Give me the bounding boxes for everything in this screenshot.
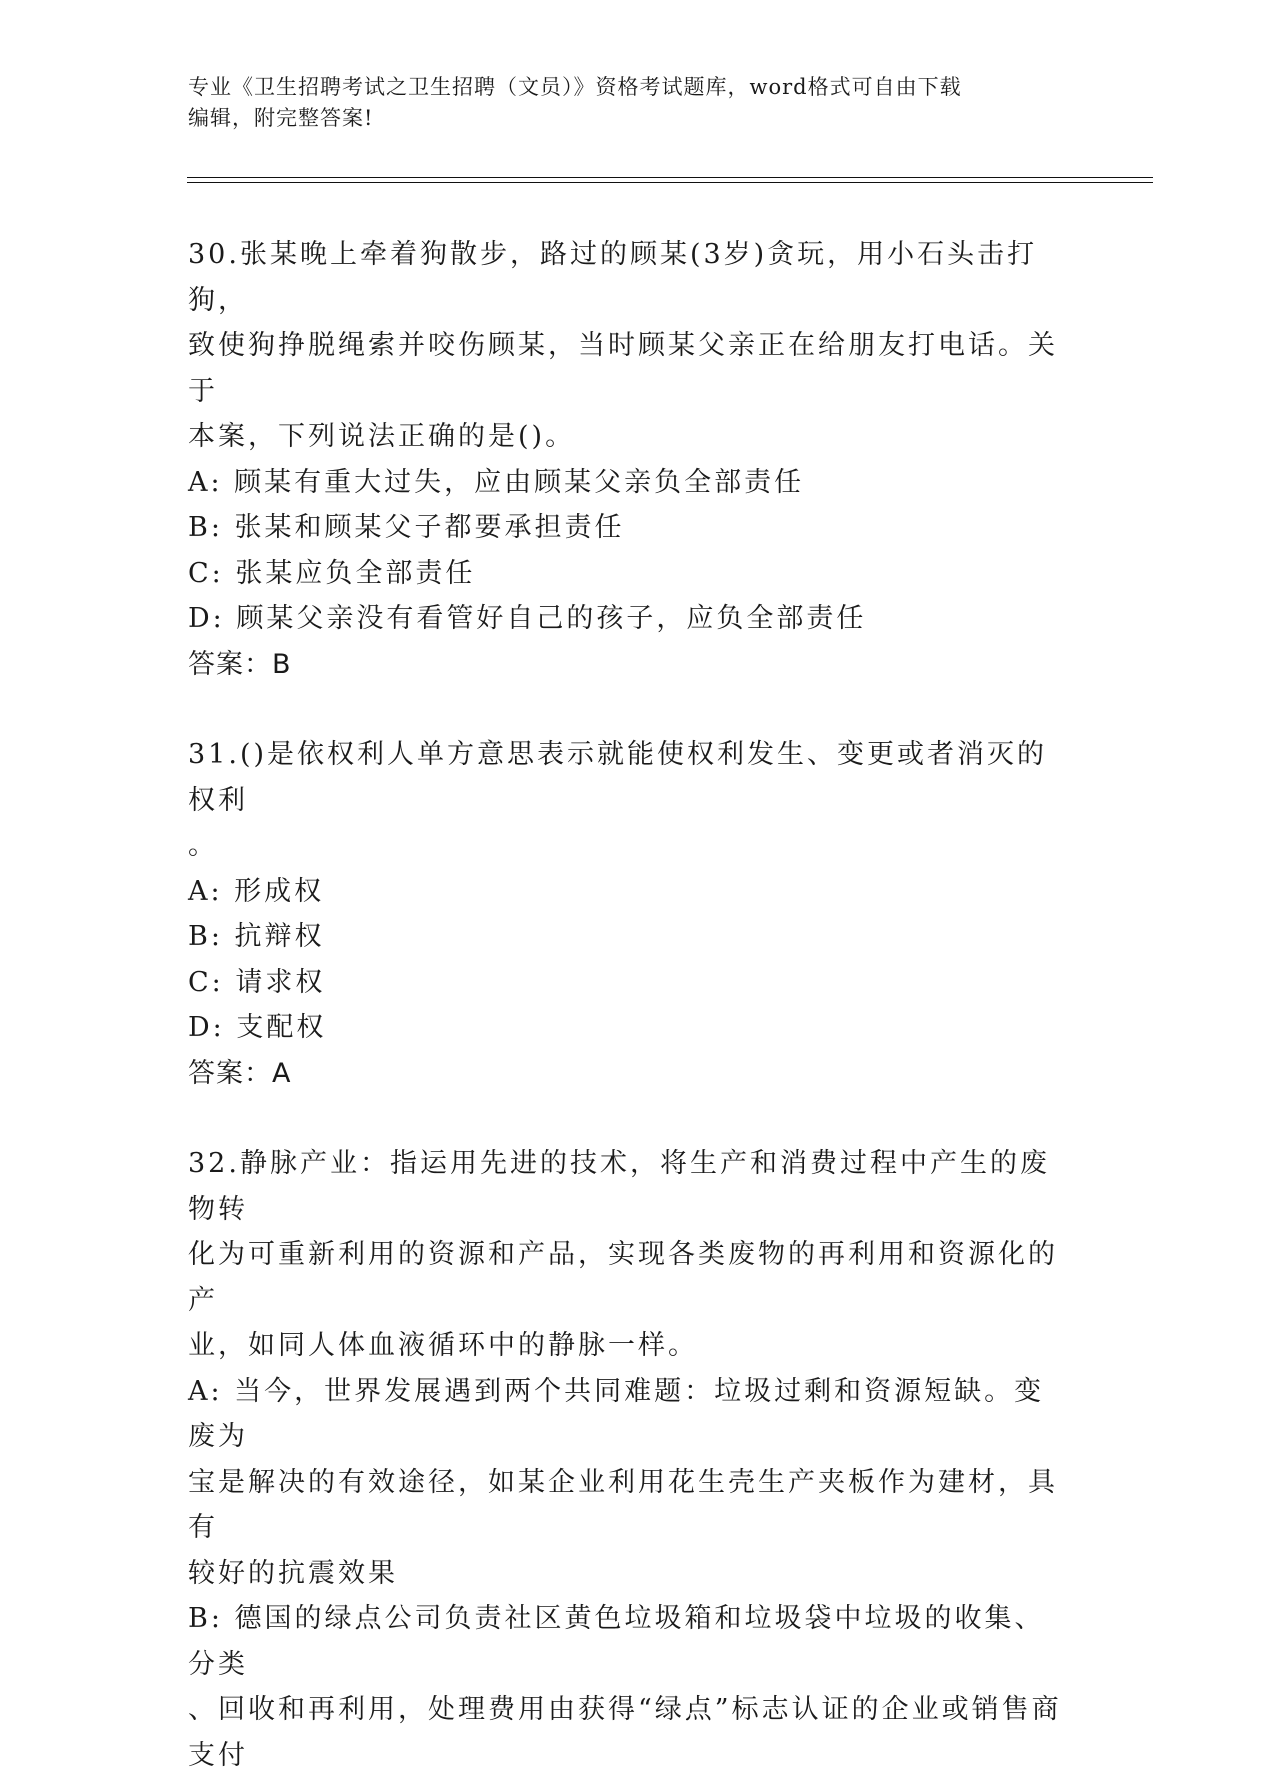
option-c	[188, 551, 1068, 597]
answer-line: 答案：A	[188, 1051, 1068, 1097]
stem-line: 本案，下列说法正确的是()。	[188, 414, 1068, 460]
option-line: C: 请求权	[188, 960, 1068, 1006]
stem-line: 化为可重新利用的资源和产品，实现各类废物的再利用和资源化的产	[188, 1232, 1068, 1323]
question-stem	[188, 1141, 1068, 1369]
option-line: D: 支配权	[188, 1005, 1068, 1051]
option-a	[188, 1369, 1068, 1597]
option-line: 支付	[188, 1733, 1068, 1778]
option-line: D: 顾某父亲没有看管好自己的孩子，应负全部责任	[188, 596, 1068, 642]
stem-line: 。	[188, 823, 1068, 869]
option-b	[188, 505, 1068, 551]
document-header	[188, 72, 1068, 134]
option-a	[188, 869, 1068, 915]
stem-line: 32.静脉产业：指运用先进的技术，将生产和消费过程中产生的废物转	[188, 1141, 1068, 1232]
stem-line: 30.张某晚上牵着狗散步，路过的顾某(3岁)贪玩，用小石头击打狗，	[188, 232, 1068, 323]
option-d	[188, 596, 1068, 642]
option-line: A: 顾某有重大过失，应由顾某父亲负全部责任	[188, 460, 1068, 506]
header-line: 编辑，附完整答案!	[188, 103, 1068, 134]
option-line: B: 张某和顾某父子都要承担责任	[188, 505, 1068, 551]
question-spacer	[188, 1096, 1068, 1141]
option-c	[188, 960, 1068, 1006]
option-b	[188, 914, 1068, 960]
stem-line: 业，如同人体血液循环中的静脉一样。	[188, 1323, 1068, 1369]
option-d	[188, 1005, 1068, 1051]
question-spacer	[188, 687, 1068, 732]
option-line: C: 张某应负全部责任	[188, 551, 1068, 597]
question-stem	[188, 732, 1068, 869]
header-divider	[187, 177, 1153, 178]
option-line: B: 抗辩权	[188, 914, 1068, 960]
stem-line: 致使狗挣脱绳索并咬伤顾某，当时顾某父亲正在给朋友打电话。关于	[188, 323, 1068, 414]
question-30	[188, 232, 1068, 687]
question-stem	[188, 232, 1068, 460]
question-32	[188, 1141, 1068, 1778]
option-a	[188, 460, 1068, 506]
option-line: 、回收和再利用，处理费用由获得“绿点”标志认证的企业或销售商	[188, 1687, 1068, 1733]
stem-line: 31.()是依权利人单方意思表示就能使权利发生、变更或者消灭的权利	[188, 732, 1068, 823]
option-line: A: 形成权	[188, 869, 1068, 915]
answer-line: 答案：B	[188, 642, 1068, 688]
option-line: B: 德国的绿点公司负责社区黄色垃圾箱和垃圾袋中垃圾的收集、分类	[188, 1596, 1068, 1687]
option-b	[188, 1596, 1068, 1778]
header-divider	[187, 182, 1153, 183]
question-31	[188, 732, 1068, 1096]
option-line: 宝是解决的有效途径，如某企业利用花生壳生产夹板作为建材，具有	[188, 1460, 1068, 1551]
header-line: 专业《卫生招聘考试之卫生招聘（文员）》资格考试题库，word格式可自由下载	[188, 72, 1068, 103]
question-list	[188, 232, 1068, 1778]
option-line: 较好的抗震效果	[188, 1551, 1068, 1597]
option-line: A: 当今，世界发展遇到两个共同难题：垃圾过剩和资源短缺。变废为	[188, 1369, 1068, 1460]
